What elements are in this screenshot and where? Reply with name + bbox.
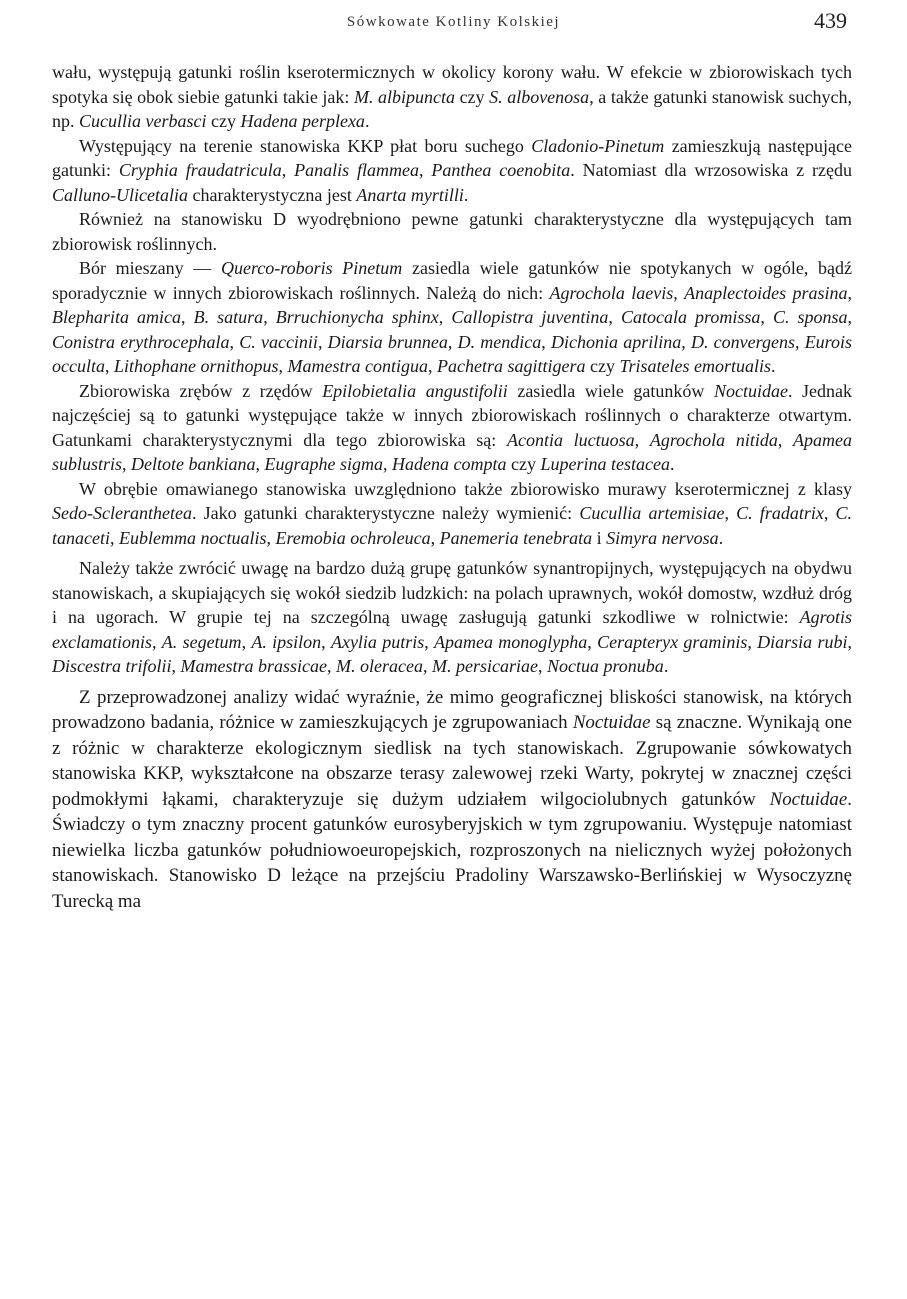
text-run: , [447, 331, 458, 352]
text-run: , [541, 331, 552, 352]
species-name: Mamestra contigua [287, 356, 428, 376]
text-run: Należy także zwrócić uwagę na bardzo dużą grupę gatunków synantropijnych, występujących na obydwu stanowiskach, a skupiających się wokół siedzib ludzkich: na polach uprawnych, wokół domostw, wzdłuż dróg i na ugorach. W grupie tej na szczególną uwagę zasługują gatunki szkodliwe w rolnictwie: [52, 558, 852, 627]
species-name: A. ipsilon [251, 631, 322, 652]
species-name: Pachetra sagittigera [436, 356, 586, 376]
text-run: , [263, 307, 276, 327]
species-name: Lithophane ornithopus [113, 356, 279, 376]
text-run: , [673, 282, 685, 303]
species-name: Simyra nervosa [606, 527, 719, 548]
species-name: Apamea monoglypha [434, 631, 588, 652]
species-name: M. albipuncta [353, 86, 455, 107]
text-run: , [327, 656, 337, 676]
text-run: , a także gatunki stanowisk suchych, np. [52, 86, 852, 131]
text-run: zasiedla wiele gatunków nie spotykanych w ogóle, bądź sporadycznie w innych zbiorowiskach roślinnych. Należą do nich: [52, 258, 852, 303]
species-name: Panemeria tenebrata [439, 527, 593, 548]
species-name: Agrochola laevis [549, 282, 674, 303]
species-name: S. albovenosa [489, 86, 590, 107]
text-run: Również na stanowisku D wyodrębniono pewne gatunki charakterystyczne dla występujących tam zbiorowisk roślinnych. [52, 209, 852, 254]
text-run: , [278, 356, 288, 376]
species-name: Noctua pronuba [546, 656, 664, 676]
text-run: . [718, 527, 724, 548]
species-name: Hadena perplexa [240, 111, 365, 131]
text-run: . [663, 656, 669, 676]
species-name: Mamestra brassicae [180, 656, 328, 676]
text-run: Z przeprowadzonej analizy widać wyraźnie, że mimo geograficznej bliskości stanowisk, na których prowadzono badania, różnice w zamieszkujących je zgrupowaniach [52, 686, 852, 733]
species-name: Deltote bankiana [131, 454, 256, 474]
species-name: C. sponsa [772, 307, 848, 327]
paragraph-murawa [52, 477, 852, 551]
species-name: Querco-roboris Pinetum [220, 258, 403, 278]
species-name: Sedo-Scleranthetea [52, 503, 192, 523]
species-name: Calluno-Ulicetalia [52, 184, 188, 205]
text-run: , [794, 331, 805, 352]
paragraph-wnioski [52, 685, 852, 915]
species-name: Panthea coenobita [431, 160, 571, 180]
text-run: , [724, 503, 737, 523]
paragraph-continuation [52, 60, 852, 134]
text-run: . Jednak najczęściej są to gatunki występujące także w innych zbiorowiskach roślinnych o charakterze otwartym. Gatunkami charakterystycznymi dla tego zbiorowiska są: [52, 380, 853, 450]
species-name: Anarta myrtilli [356, 184, 464, 205]
text-run: . [770, 356, 776, 376]
text-run: charakterystyczna jest [187, 184, 357, 205]
text-run: , [171, 656, 181, 676]
species-name: D. mendica [457, 331, 542, 352]
species-name: Luperina testacea [540, 454, 670, 474]
text-run: , [681, 331, 691, 352]
text-run: , [181, 307, 194, 327]
text-run: Zbiorowiska zrębów z rzędów [79, 380, 323, 401]
text-run: , [383, 454, 393, 474]
species-name: Dichonia aprilina [551, 331, 682, 352]
species-name: A. segetum [161, 631, 242, 652]
species-name: Discestra trifolii [52, 656, 172, 676]
species-name: B. satura [193, 307, 264, 327]
text-run: , [760, 307, 773, 327]
species-name: Cryphia fraudatricula [118, 160, 282, 180]
text-run: czy [455, 86, 490, 107]
species-name: Callopistra juventina [451, 307, 609, 327]
species-name: Agrochola nitida [649, 429, 778, 450]
text-run: , [747, 631, 758, 652]
text-run: , [777, 429, 794, 450]
text-run: , [109, 527, 119, 548]
species-name: Blepharita amica [52, 307, 182, 327]
species-name: Noctuidae [769, 788, 848, 810]
species-name: M. oleracea [336, 656, 423, 676]
species-name: Hadena compta [392, 454, 507, 474]
species-name: Cucullia verbasci [79, 111, 207, 131]
species-name: Noctuidae [713, 380, 788, 401]
text-run: , [608, 307, 621, 327]
text-run: , [430, 527, 440, 548]
species-name: Diarsia brunnea [327, 331, 448, 352]
text-run: . Jako gatunki charakterystyczne należy wymienić: [191, 503, 580, 523]
page-number: 439 [814, 8, 847, 33]
species-name: Axylia putris [330, 631, 425, 652]
species-name: Eublemma noctualis [118, 527, 267, 548]
text-run: są znaczne. Wynikają one z różnic w charakterze ekologicznym siedlisk na tych stanowiskach. Zgrupowanie sówkowatych stanowiska KKP, wykształcone na obszarze terasy zalewowej rzeki Warty, pokrytej w znacznej części podmokłymi łąkami, charakteryzuje się dużym udziałem wilgociolubnych gatunków [52, 712, 852, 810]
body-text [52, 60, 852, 914]
species-name: Conistra erythrocephala [52, 331, 230, 352]
text-run: , [427, 356, 437, 376]
text-run: , [321, 631, 331, 652]
text-run: , [122, 454, 132, 474]
text-run: zasiedla wiele gatunków [507, 380, 714, 401]
species-name: Trisateles emortualis [619, 356, 771, 376]
text-run: . Świadczy o tym znaczny procent gatunków eurosyberyjskich w tym zgrupowaniu. Występuje natomiast niewielka liczba gatunków południowoeuropejskich, rozproszonych na nielicznych wyżej położonych stanowiskach. Stanowisko D leżące na przejściu Pradoliny Warszawsko-Berlińskiej w Wysoczyznę Turecką ma [52, 788, 852, 912]
text-run: , [823, 503, 836, 523]
text-run: czy [585, 356, 620, 376]
species-name: Apamea sublustris [52, 429, 853, 474]
text-run: czy [206, 111, 241, 131]
text-run: , [424, 631, 435, 652]
species-name: Eremobia ochroleuca [275, 527, 431, 548]
species-name: Cladonio-Pinetum [531, 135, 665, 156]
paragraph-stanowisko-d [52, 207, 852, 256]
text-run: , [847, 631, 852, 652]
paragraph-bor-mieszany [52, 256, 852, 379]
text-run: , [537, 656, 547, 676]
species-name: Anaplectoides prasina [684, 282, 848, 303]
species-name: Acontia luctuosa [506, 429, 635, 450]
text-run: zamieszkują następujące gatunki: [52, 135, 852, 180]
text-run: , [587, 631, 598, 652]
text-run: , [255, 454, 265, 474]
text-run: , [847, 282, 853, 303]
paragraph-zreby [52, 379, 852, 477]
text-run: , [847, 307, 853, 327]
text-run: Bór mieszany — [79, 258, 221, 278]
text-run: W obrębie omawianego stanowiska uwzględniono także zbiorowisko murawy kserotermicznej z klasy [79, 478, 852, 499]
species-name: Agrotis exclamationis [52, 607, 852, 652]
paragraph-cladonio-pinetum [52, 134, 852, 208]
paragraph-synantropijne [52, 556, 852, 679]
species-name: Eurois occulta [52, 331, 853, 376]
text-run: . Natomiast dla wrzosowiska z rzędu [570, 160, 853, 180]
species-name: C. vaccinii [239, 331, 318, 352]
text-run: , [419, 160, 432, 180]
species-name: Cerapteryx graminis [597, 631, 748, 652]
text-run: , [634, 429, 650, 450]
text-run: , [422, 656, 432, 676]
species-name: C. tanaceti [52, 503, 853, 548]
text-run: . [364, 111, 370, 131]
species-name: Catocala promissa [620, 307, 761, 327]
text-run: wału, występują gatunki roślin kserotermicznych w okolicy korony wału. W efekcie w zbiorowiskach tych spotyka się obok siebie gatunki takie jak: [52, 62, 852, 107]
text-run: , [229, 331, 240, 352]
species-name: Brruchionycha sphinx [275, 307, 439, 327]
species-name: C. fradatrix [736, 503, 824, 523]
text-run: . [463, 184, 469, 205]
text-run: , [104, 356, 114, 376]
text-run: i [592, 527, 607, 548]
species-name: M. persicariae [431, 656, 538, 676]
running-title: Sówkowate Kotliny Kolskiej [346, 14, 561, 30]
text-run: , [438, 307, 452, 327]
species-name: Eugraphe sigma [264, 454, 384, 474]
text-run: , [266, 527, 276, 548]
text-run: , [151, 631, 162, 652]
text-run: , [281, 160, 295, 180]
species-name: Cucullia artemisiae [579, 503, 725, 523]
text-run: Występujący na terenie stanowiska KKP płat boru suchego [79, 135, 532, 156]
species-name: Diarsia rubi [757, 631, 848, 652]
text-run: . [669, 454, 675, 474]
species-name: Epilobietalia angustifolii [322, 380, 508, 401]
text-run: , [317, 331, 328, 352]
species-name: Noctuidae [572, 712, 651, 733]
species-name: Panalis flammea [294, 160, 420, 180]
text-run: czy [506, 454, 541, 474]
text-run: , [241, 631, 252, 652]
species-name: D. convergens [690, 331, 795, 352]
